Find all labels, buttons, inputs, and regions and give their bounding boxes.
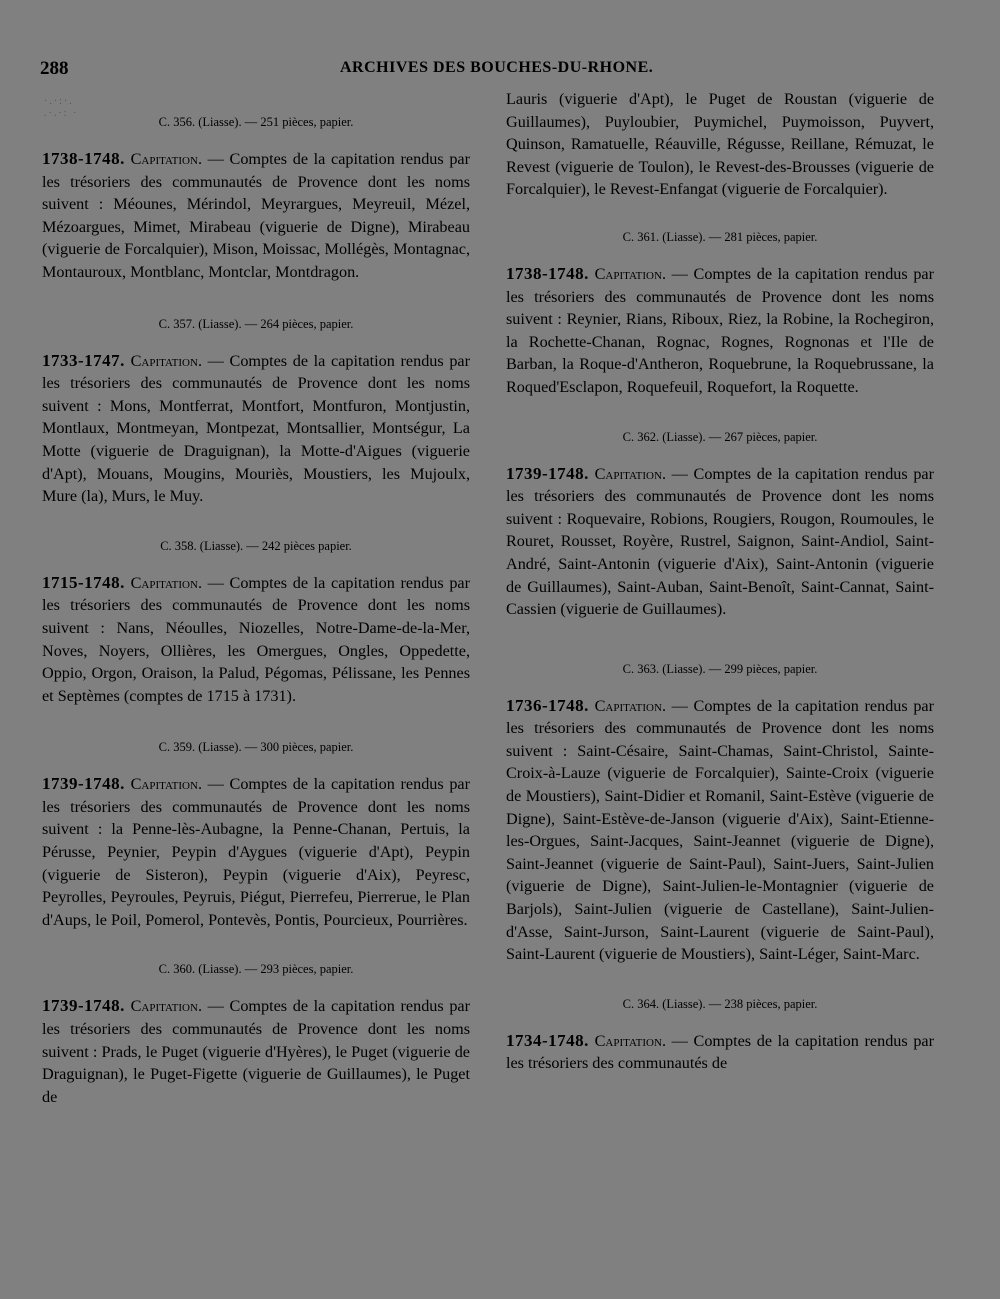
entry-label: Capitation.: [594, 696, 666, 715]
entry-paragraph: [42, 350, 470, 508]
entry-paragraph: [506, 263, 934, 399]
print-smudge: ·.·:·. .·.·: ·: [44, 96, 79, 119]
page-header: [0, 58, 1000, 88]
entry-paragraph: [42, 995, 470, 1108]
entry-body: — Comptes de la capitation rendus par les trésoriers des communautés de Provence dont les noms suivent : Nans, Néoulles, Niozelles, Notre-Dame-de-la-Mer, Noves, Noyers, Ollières, les Omergues, Ongles, Oppedette, Oppio, Orgon, Oraison, la Palud, Pégomas, Pélissane, les Pennes et Septèmes (comptes de 1715 à 1731).: [42, 573, 471, 705]
entry-reference: C. 362. (Liasse). — 267 pièces, papier.: [622, 429, 818, 444]
entry-reference: C. 363. (Liasse). — 299 pièces, papier.: [622, 661, 818, 676]
entry-body: — Comptes de la capitation rendus par les trésoriers des communautés de Provence dont les noms suivent : Méounes, Mérindol, Meyrargues, Meyreuil, Mézel, Mézoargues, Mimet, Mirabeau (viguerie de Digne), Mirabeau (viguerie de Forcalquier), Mison, Moissac, Mollégès, Montagnac, Montauroux, Montblanc, Montclar, Montdragon.: [42, 150, 471, 281]
page-number: 288: [40, 58, 69, 79]
entry-paragraph: [42, 572, 470, 708]
entry-reference: C. 361. (Liasse). — 281 pièces, papier.: [622, 229, 818, 244]
entry-date: 1733-1747.: [42, 350, 125, 370]
entry-date: 1739-1748.: [42, 996, 125, 1016]
entry-paragraph: [42, 148, 470, 284]
entry-body: — Comptes de la capitation rendus par les trésoriers des communautés de Provence dont les noms suivent : la Penne-lès-Aubagne, la Penne-Chanan, Pertuis, la Pérusse, Peynier, Peypin d'Aygues (viguerie d'Apt), Peypin (viguerie de Sisteron), Peypin (viguerie d'Aix), Peyresc, Peyrolles, Peyroules, Peyruis, Piégut, Pierrefeu, Pierrerue, le Plan d'Aups, le Poil, Pomerol, Pontevès, Pontis, Pourcieux, Pourrières.: [42, 775, 471, 929]
entry-paragraph: [42, 773, 470, 931]
entry-body: — Comptes de la capitation rendus par les trésoriers des communautés de Provence dont les noms suivent : Prads, le Puget (viguerie d'Hyères), le Puget (viguerie de Draguignan), le Puget-Figette (viguerie de Guillaumes), le Puget de: [42, 997, 471, 1106]
entry-reference: C. 360. (Liasse). — 293 pièces, papier.: [158, 962, 354, 977]
entry-label: Capitation.: [130, 351, 202, 370]
entry-reference: C. 356. (Liasse). — 251 pièces, papier.: [158, 115, 354, 129]
entry-label: Capitation.: [594, 1031, 666, 1050]
entry-reference: C. 357. (Liasse). — 264 pièces, papier.: [158, 316, 354, 331]
entry-body: — Comptes de la capitation rendus par les trésoriers des communautés de Provence dont les noms suivent : Roquevaire, Robions, Rougiers, Rougon, Roumoules, le Rouret, Rousset, Royère, Rustrel, Saignon, Saint-Andiol, Saint-André, Saint-Antonin (viguerie d'Aix), Saint-Antonin (viguerie de Guillaumes), Saint-Auban, Saint-Benoît, Saint-Cannat, Saint-Cassien (viguerie de Guillaumes).: [506, 464, 935, 619]
left-column: [42, 88, 470, 1108]
right-column: [506, 88, 934, 1075]
entry-label: Capitation.: [594, 464, 666, 483]
entry-label: Capitation.: [594, 264, 666, 283]
entry-body: — Comptes de la capitation rendus par les trésoriers des communautés de Provence dont les noms suivent : Mons, Montferrat, Montfort, Montfuron, Montjustin, Montlaux, Montmeyan, Montpezat, Montsallier, Montségur, La Motte (viguerie de Draguignan), la Motte-d'Aigues (viguerie d'Apt), Mouans, Mougins, Mouriès, Moustiers, les Mujoulx, Mure (la), Murs, le Muy.: [42, 351, 471, 506]
entry-reference: C. 359. (Liasse). — 300 pièces, papier.: [158, 740, 354, 755]
entry-paragraph: [506, 695, 934, 966]
entry-date: 1736-1748.: [506, 695, 589, 715]
entry-date: 1739-1748.: [506, 463, 589, 483]
entry-date: 1738-1748.: [42, 149, 125, 168]
entry-date: 1734-1748.: [506, 1030, 589, 1050]
running-title: ARCHIVES DES BOUCHES-DU-RHONE.: [340, 59, 654, 76]
entry-date: 1739-1748.: [42, 774, 125, 794]
entry-reference: C. 364. (Liasse). — 238 pièces, papier.: [622, 996, 818, 1011]
entry-label: Capitation.: [130, 573, 202, 592]
entry-body: — Comptes de la capitation rendus par les trésoriers des communautés de Provence dont les noms suivent : Reynier, Rians, Riboux, Riez, la Robine, la Rochegiron, la Rochette-Chanan, Rognac, Rognes, Rognonas et l'Ile de Barban, la Roque-d'Antheron, Roquebrune, la Roquebrussane, la Roqued'Esclapon, Roquefeuil, Roquefort, la Roquette.: [506, 264, 935, 396]
entry-reference: C. 358. (Liasse). — 242 pièces papier.: [160, 538, 352, 553]
entry-paragraph: [506, 1030, 934, 1075]
entry-label: Capitation.: [130, 150, 202, 168]
entry-label: Capitation.: [130, 775, 202, 794]
entry-date: 1738-1748.: [506, 263, 589, 283]
entry-body: — Comptes de la capitation rendus par les trésoriers des communautés de Provence dont les noms suivent : Saint-Césaire, Saint-Chamas, Saint-Christol, Sainte-Croix-à-Lauze (viguerie de Forcalquier), Sainte-Croix (viguerie de Moustiers), Saint-Didier et Romanil, Saint-Estève (viguerie de Digne), Saint-Estève-de-Janson (viguerie d'Aix), Saint-Etienne-les-Orgues, Saint-Jacques, Saint-Jeannet (viguerie de Digne), Saint-Jeannet (viguerie de Saint-Paul), Saint-Juers, Saint-Julien (viguerie de Digne), Saint-Julien-le-Montagnier (viguerie de Barjols), Saint-Julien (viguerie de Castellane), Saint-Julien-d'Asse, Saint-Jurson, Saint-Laurent (viguerie de Saint-Paul), Saint-Laurent (viguerie de Moustiers), Saint-Léger, Saint-Marc.: [506, 696, 935, 964]
entry-paragraph: [506, 463, 934, 621]
entry-date: 1715-1748.: [42, 572, 125, 592]
continued-paragraph: Lauris (viguerie d'Apt), le Puget de Roustan (viguerie de Guillaumes), Puyloubier, Puymichel, Puymoisson, Puyvert, Quinson, Ramatuelle, Réauville, Régusse, Reillane, Rémuzat, le Revest (viguerie de Toulon), le Revest-des-Brousses (viguerie de Forcalquier), le Revest-Enfangat (viguerie de Forcalquier).: [506, 90, 934, 199]
entry-label: Capitation.: [130, 997, 202, 1016]
entry-body: — Comptes de la capitation rendus par les trésoriers des communautés de: [506, 1031, 935, 1073]
